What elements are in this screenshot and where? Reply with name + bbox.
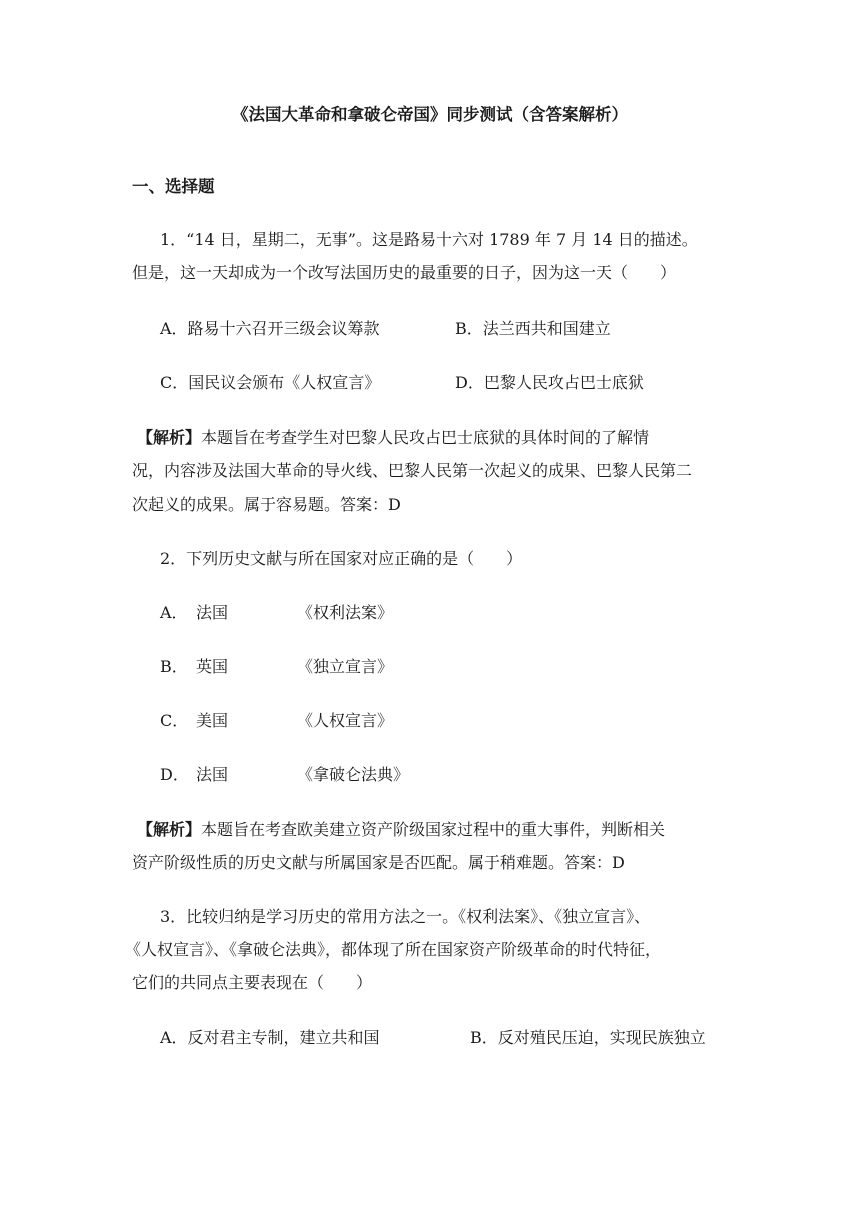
question-stem-line: 《人权宣言》、《拿破仑法典》，都体现了所在国家资产阶级革命的时代特征， bbox=[125, 940, 662, 959]
option-document: 《人权宣言》 bbox=[297, 711, 394, 730]
option-c: C．国民议会颁布《人权宣言》 bbox=[160, 373, 381, 392]
analysis-label: 【解析】 bbox=[137, 428, 202, 447]
option-letter: B． bbox=[160, 657, 188, 676]
option-b: B．反对殖民压迫，实现民族独立 bbox=[470, 1028, 706, 1047]
analysis-label: 【解析】 bbox=[137, 820, 202, 839]
option-country: 法国 bbox=[196, 603, 229, 622]
analysis-line bbox=[137, 822, 665, 838]
analysis-line: 次起义的成果。属于容易题。答案：D bbox=[132, 495, 401, 514]
analysis-line: 资产阶级性质的历史文献与所属国家是否匹配。属于稍难题。答案：D bbox=[132, 853, 625, 872]
option-country: 美国 bbox=[196, 711, 229, 730]
option-b: B．法兰西共和国建立 bbox=[455, 319, 611, 338]
question-stem-line: 2．下列历史文献与所在国家对应正确的是（ ） bbox=[160, 549, 523, 568]
option-country: 法国 bbox=[196, 765, 229, 784]
question-stem-line: 1．“14 日，星期二，无事”。这是路易十六对 1789 年 7 月 14 日的描述。 bbox=[160, 230, 698, 249]
option-document: 《拿破仑法典》 bbox=[297, 765, 410, 784]
question-stem-line: 但是，这一天却成为一个改写法国历史的最重要的日子，因为这一天（ ） bbox=[132, 263, 677, 282]
option-document: 《权利法案》 bbox=[297, 603, 394, 622]
question-stem-line: 3．比较归纳是学习历史的常用方法之一。《权利法案》、《独立宣言》、 bbox=[160, 907, 651, 926]
section-heading: 一、选择题 bbox=[132, 177, 215, 196]
question-stem-line: 它们的共同点主要表现在（ ） bbox=[132, 973, 373, 992]
option-country: 英国 bbox=[196, 657, 229, 676]
option-a: A．路易十六召开三级会议筹款 bbox=[160, 319, 380, 338]
analysis-line: 况，内容涉及法国大革命的导火线、巴黎人民第一次起义的成果、巴黎人民第二 bbox=[132, 461, 693, 480]
document-title: 《法国大革命和拿破仑帝国》同步测试（含答案解析） bbox=[232, 105, 628, 124]
option-letter: D． bbox=[160, 765, 189, 784]
option-d: D．巴黎人民攻占巴士底狱 bbox=[455, 373, 644, 392]
analysis-text: 本题旨在考查学生对巴黎人民攻占巴士底狱的具体时间的了解情 bbox=[201, 428, 650, 447]
analysis-line bbox=[137, 430, 649, 446]
option-a: A．反对君主专制，建立共和国 bbox=[160, 1028, 380, 1047]
analysis-text: 本题旨在考查欧美建立资产阶级国家过程中的重大事件，判断相关 bbox=[201, 820, 666, 839]
option-document: 《独立宣言》 bbox=[297, 657, 394, 676]
option-letter: A． bbox=[160, 603, 188, 622]
option-letter: C． bbox=[160, 711, 189, 730]
